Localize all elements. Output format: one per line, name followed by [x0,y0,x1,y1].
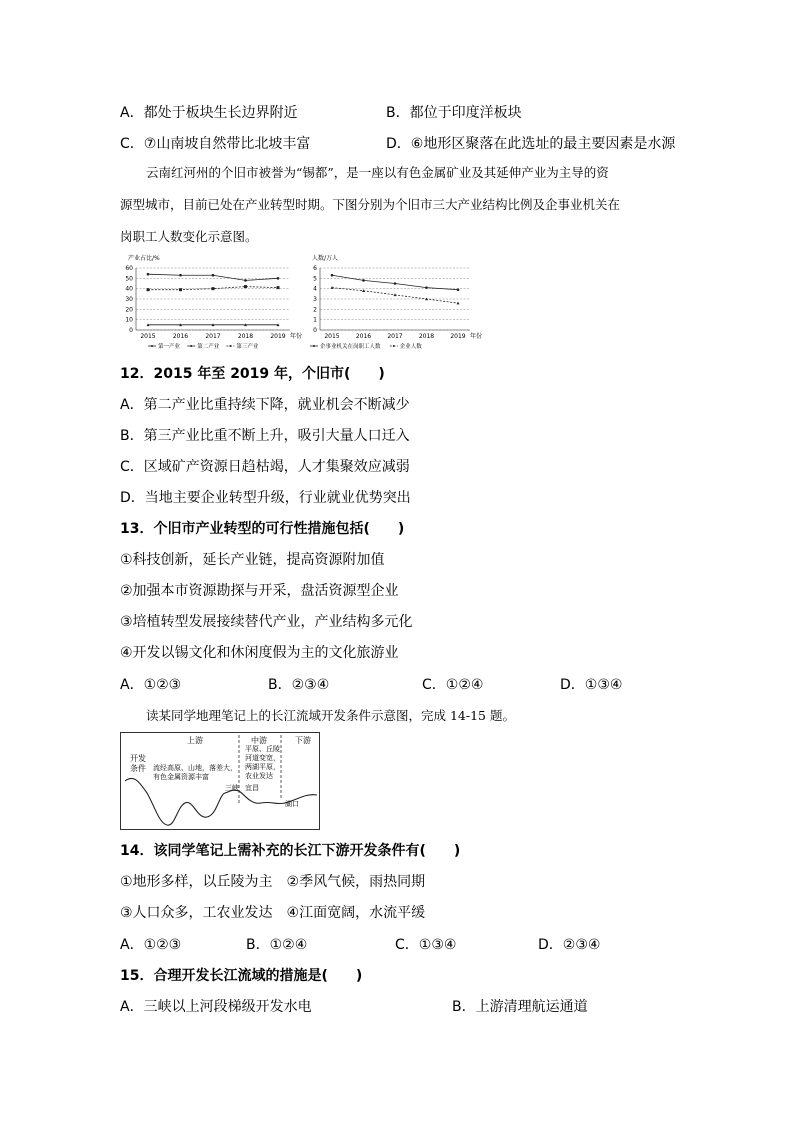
x-tick-label: 2018 [237,333,254,340]
data-point [147,288,150,291]
data-point [394,282,397,285]
x-axis-title: 年份 [290,333,303,340]
q13-statement-4: ④开发以锡文化和休闲度假为主的文化旅游业 [120,645,399,661]
data-point [244,279,247,282]
midstream-note-3: 两湖平原， [245,763,280,771]
legend-label: 企事业机关在岗职工人数 [320,344,381,350]
q14-option-a: A．①②③ [120,937,182,953]
employee-count-chart [306,254,492,354]
passage-yangtze-text: 读某同学地理笔记上的长江流域开发条件示意图，完成 14-15 题。 [146,708,515,723]
upstream-note-2: 有色金属资源丰富 [153,773,209,781]
q14-option-b: B．①②④ [246,937,308,953]
x-tick-label: 2018 [418,333,435,340]
legend-marker [313,345,315,347]
midstream-note-2: 河道变宽， [245,754,280,762]
y-tick-label: 20 [125,306,133,314]
q12-option-c: C．区域矿产资源日趋枯竭，人才集聚效应减弱 [120,459,410,475]
data-point [212,287,215,290]
data-point [457,288,460,291]
passage-red-river [120,157,680,253]
q11-option-d: D．⑥地形区聚落在此选址的最主要因素是水源 [386,136,676,152]
q14-stem: 14．该同学笔记上需补充的长江下游开发条件有( ) [120,843,461,859]
q15-option-b: B．上游清理航运通道 [452,999,588,1015]
sanxia-label: 三峡 [225,784,239,792]
y-tick-label: 40 [125,285,133,293]
q12-option-d: D．当地主要企业转型升级，行业就业优势突出 [120,490,411,506]
passage-line-1: 云南红河州的个旧市被誉为“锡都”，是一座以有色金属矿业及其延伸产业为主导的资 [146,165,609,180]
q14-option-d: D．②③④ [538,937,601,953]
x-tick-label: 2019 [270,333,286,340]
q11-option-b: B．都位于印度洋板块 [386,105,522,121]
legend-label: 第一产业 [158,344,181,350]
data-point [331,274,334,277]
q13-statement-1: ①科技创新，延长产业链，提高资源附加值 [120,552,385,568]
data-point [457,302,460,305]
q12-option-b: B．第三产业比重不断上升，吸引大量人口迁入 [120,428,410,444]
x-tick-label: 2015 [140,333,156,340]
midstream-note-1: 平原、丘陵 [245,745,280,753]
q14-option-c: C．①③④ [395,937,457,953]
q13-statement-3: ③培植转型发展接续替代产业，产业结构多元化 [120,614,413,630]
q13-option-a: A．①②③ [120,677,182,693]
y-tick-label: 60 [125,265,133,272]
chart-ylabel: 人数/万人 [312,255,339,262]
x-tick-label: 2019 [450,333,466,340]
legend-marker [190,345,192,347]
q13-stem: 13．个旧市产业转型的可行性措施包括( ) [120,521,405,537]
data-point [244,285,247,288]
y-tick-label: 2 [313,306,317,314]
y-tick-label: 1 [313,316,317,324]
y-tick-label: 0 [129,327,133,334]
y-tick-label: 50 [125,275,133,283]
y-tick-label: 30 [125,296,133,303]
y-tick-label: 4 [313,285,317,293]
q11-option-c: C．⑦山南坡自然带比北坡丰富 [120,136,311,152]
data-point [147,273,150,276]
x-tick-label: 2017 [205,333,221,340]
q15-option-a: A．三峡以上河段梯级开发水电 [120,999,312,1015]
midstream-label: 中游 [251,736,267,745]
y-tick-label: 5 [313,275,317,283]
x-tick-label: 2016 [172,333,189,340]
data-point [179,274,182,277]
y-tick-label: 0 [313,327,317,334]
upstream-note-1: 流经高原、山地，落差大， [153,764,237,772]
data-point [277,277,280,280]
legend-marker [229,345,231,347]
midstream-note-4: 农业发达 [245,772,273,780]
legend-marker [151,345,153,347]
q12-stem: 12．2015 年至 2019 年，个旧市( ) [120,366,385,382]
x-tick-label: 2017 [387,333,403,340]
x-axis-title: 年份 [470,333,483,340]
q12-option-a: A．第二产业比重持续下降，就业机会不断减少 [120,397,410,413]
industry-share-chart [122,254,303,354]
y-tick-label: 10 [125,316,133,324]
q13-statement-2: ②加强本市资源勘探与开采，盘活资源型企业 [120,583,399,599]
q13-option-d: D．①③④ [560,677,623,693]
q14-statements-3-4: ③人口众多，工农业发达 ④江面宽阔，水流平缓 [120,905,426,921]
hukou-label: 湖口 [285,800,299,808]
legend-label: 第二产业 [197,344,220,350]
data-point [212,274,215,277]
data-point [425,286,428,289]
condition-label-2: 条件 [130,764,146,773]
yichang-label: 宜昌 [245,784,259,792]
data-point [277,286,280,289]
q13-option-b: B．②③④ [268,677,330,693]
passage-yangtze [120,700,680,732]
condition-label-1: 开发 [130,754,146,763]
legend-label: 第三产业 [236,344,259,350]
legend-marker [393,345,395,347]
upstream-label: 上游 [187,736,203,745]
chart-ylabel: 产业占比/% [128,255,160,262]
q14-statements-1-2: ①地形多样，以丘陵为主 ②季风气候，雨热同期 [120,874,426,890]
q15-stem: 15．合理开发长江流域的措施是( ) [120,968,363,984]
passage-line-2: 源型城市，目前已处在产业转型时期。下图分别为个旧市三大产业结构比例及企事业机关在 [120,197,621,212]
y-tick-label: 6 [313,265,317,272]
x-tick-label: 2016 [355,333,372,340]
legend-label: 企业人数 [399,344,422,350]
passage-line-3: 岗职工人数变化示意图。 [120,229,258,244]
downstream-label: 下游 [295,736,311,745]
y-tick-label: 3 [313,296,317,303]
data-point [179,288,182,291]
q13-option-c: C．①②④ [422,677,484,693]
data-point [362,279,365,282]
x-tick-label: 2015 [324,333,340,340]
yangtze-development-diagram [120,732,320,830]
q11-option-a: A．都处于板块生长边界附近 [120,105,298,121]
